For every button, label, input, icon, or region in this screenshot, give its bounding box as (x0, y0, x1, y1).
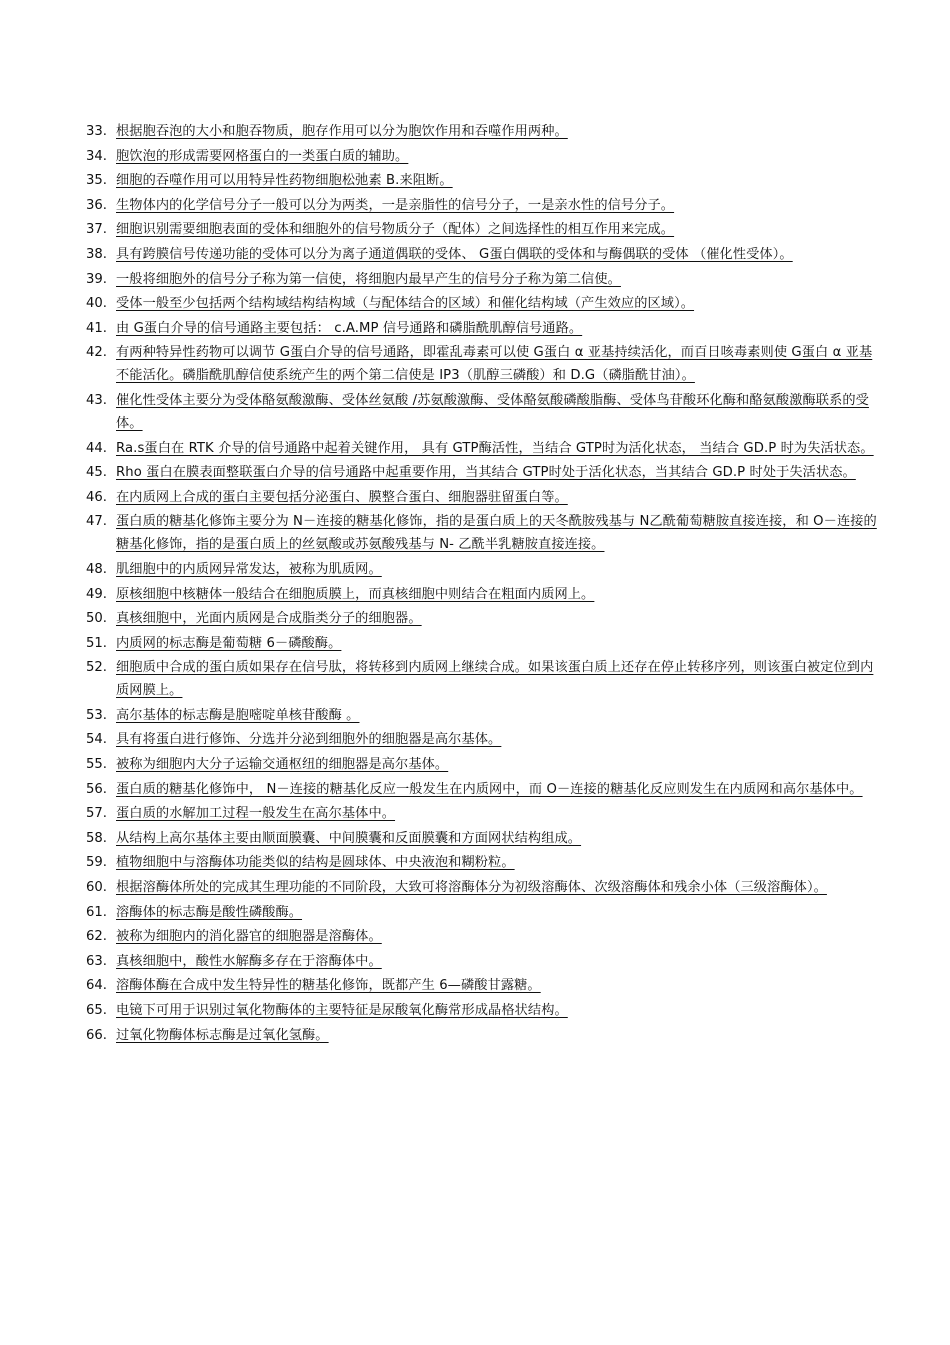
question-item (86, 999, 880, 1022)
question-number: 51. (86, 635, 107, 651)
question-number: 55. (86, 757, 107, 773)
question-number: 40. (86, 296, 107, 312)
question-number: 56. (86, 781, 107, 797)
question-number: 47. (86, 514, 107, 530)
question-number: 36. (86, 197, 107, 213)
question-text: 在内质网上合成的蛋白主要包括分泌蛋白、膜整合蛋白、细胞器驻留蛋白等。 (116, 489, 568, 505)
question-item (86, 169, 880, 192)
question-number: 53. (86, 707, 107, 723)
question-number: 63. (86, 953, 107, 969)
question-item (86, 728, 880, 751)
question-number: 61. (86, 904, 107, 920)
question-item (86, 317, 880, 340)
question-item (86, 583, 880, 606)
question-item (86, 120, 880, 143)
question-number: 33. (86, 124, 107, 139)
question-number: 38. (86, 246, 107, 262)
question-item (86, 851, 880, 874)
question-text: 具有跨膜信号传递功能的受体可以分为离子通道偶联的受体、 G蛋白偶联的受体和与酶偶联的受体 （催化性受体）。 (116, 246, 793, 262)
question-number: 54. (86, 732, 107, 748)
question-number: 65. (86, 1003, 107, 1018)
question-item (86, 656, 880, 702)
question-item (86, 901, 880, 924)
question-number: 57. (86, 806, 107, 822)
question-number: 46. (86, 489, 107, 505)
question-number: 59. (86, 855, 107, 871)
question-number: 49. (86, 586, 107, 602)
question-item (86, 268, 880, 291)
question-item (86, 194, 880, 217)
question-text: 蛋白质的糖基化修饰中， N－连接的糖基化反应一般发生在内质网中，而 O－连接的糖基化反应则发生在内质网和高尔基体中。 (116, 781, 863, 797)
question-text: 过氧化物酶体标志酶是过氧化氢酶。 (116, 1027, 329, 1043)
question-text: 催化性受体主要分为受体酪氨酸激酶、受体丝氨酸 /苏氨酸激酶、受体酪氨酸磷酸脂酶、受体鸟苷酸环化酶和酪氨酸激酶联系的受体。 (116, 392, 869, 431)
question-item (86, 778, 880, 801)
question-item (86, 802, 880, 825)
question-text: 原核细胞中核糖体一般结合在细胞质膜上，而真核细胞中则结合在粗面内质网上。 (116, 586, 595, 602)
question-item (86, 437, 880, 460)
question-item (86, 292, 880, 315)
question-item (86, 704, 880, 727)
question-text: Ra.s蛋白在 RTK 介导的信号通路中起着关键作用， 具有 GTP酶活性，当结合 GTP时为活化状态， 当结合 GD.P 时为失活状态。 (116, 440, 874, 456)
question-number: 60. (86, 880, 107, 896)
question-number: 50. (86, 611, 107, 627)
question-number: 62. (86, 929, 107, 945)
question-number: 52. (86, 660, 107, 676)
question-text: 溶酶体的标志酶是酸性磷酸酶。 (116, 904, 303, 920)
question-text: 具有将蛋白进行修饰、分选并分泌到细胞外的细胞器是高尔基体。 (116, 732, 502, 748)
question-item (86, 925, 880, 948)
question-text: 受体一般至少包括两个结构域结构结构域（与配体结合的区域）和催化结构域（产生效应的区域）。 (116, 296, 695, 312)
question-item (86, 827, 880, 850)
question-text: 肌细胞中的内质网异常发达，被称为肌质网。 (116, 561, 382, 577)
question-text: 细胞的吞噬作用可以用特异性药物细胞松弛素 B.来阻断。 (116, 173, 453, 189)
question-text: 电镜下可用于识别过氧化物酶体的主要特征是尿酸氧化酶常形成晶格状结构。 (116, 1003, 568, 1018)
question-text: 蛋白质的糖基化修饰主要分为 N－连接的糖基化修饰，指的是蛋白质上的天冬酰胺残基与 N乙酰葡萄糖胺直接连接，和 O－连接的糖基化修饰，指的是蛋白质上的丝氨酸或苏氨酸残基与 N- 乙酰半乳糖胺直接连接。 (116, 514, 877, 553)
question-item (86, 1024, 880, 1047)
question-number: 43. (86, 392, 107, 408)
question-number: 42. (86, 345, 107, 361)
question-text: 胞饮泡的形成需要网格蛋白的一类蛋白质的辅助。 (116, 148, 409, 164)
question-text: 被称为细胞内大分子运输交通枢纽的细胞器是高尔基体。 (116, 757, 449, 773)
question-text: 细胞识别需要细胞表面的受体和细胞外的信号物质分子（配体）之间选择性的相互作用来完成。 (116, 222, 675, 238)
question-text: 被称为细胞内的消化器官的细胞器是溶酶体。 (116, 929, 382, 945)
question-number: 35. (86, 173, 107, 189)
question-text: 生物体内的化学信号分子一般可以分为两类，一是亲脂性的信号分子，一是亲水性的信号分子。 (116, 197, 675, 213)
question-item (86, 607, 880, 630)
question-number: 48. (86, 561, 107, 577)
question-item (86, 389, 880, 435)
question-text: 根据溶酶体所处的完成其生理功能的不同阶段，大致可将溶酶体分为初级溶酶体、次级溶酶体和残余小体（三级溶酶体）。 (116, 880, 827, 896)
question-item (86, 341, 880, 387)
question-number: 45. (86, 465, 107, 481)
question-text: 一般将细胞外的信号分子称为第一信使，将细胞内最早产生的信号分子称为第二信使。 (116, 271, 621, 287)
question-item (86, 510, 880, 556)
question-number: 39. (86, 271, 107, 287)
question-text: 有两种特异性药物可以调节 G蛋白介导的信号通路，即霍乱毒素可以使 G蛋白 α 亚基持续活化，而百日咳毒素则使 G蛋白 α 亚基不能活化。磷脂酰肌醇信使系统产生的两个第二信使是 IP3（肌醇三磷酸）和 D.G（磷脂酰甘油）。 (116, 345, 873, 384)
question-text: 由 G蛋白介导的信号通路主要包括： c.A.MP 信号通路和磷脂酰肌醇信号通路。 (116, 320, 583, 336)
question-item (86, 461, 880, 484)
question-item (86, 950, 880, 973)
question-text: 从结构上高尔基体主要由顺面膜囊、中间膜囊和反面膜囊和方面网状结构组成。 (116, 830, 582, 846)
question-number: 37. (86, 222, 107, 238)
question-text: 内质网的标志酶是葡萄糖 6－磷酸酶。 (116, 635, 342, 651)
question-number: 41. (86, 320, 107, 336)
question-number: 58. (86, 830, 107, 846)
question-item (86, 218, 880, 241)
question-item (86, 243, 880, 266)
question-text: 真核细胞中，酸性水解酶多存在于溶酶体中。 (116, 953, 382, 969)
question-number: 44. (86, 440, 107, 456)
question-item (86, 632, 880, 655)
question-text: 细胞质中合成的蛋白质如果存在信号肽，将转移到内质网上继续合成。如果该蛋白质上还存在停止转移序列，则该蛋白被定位到内质网膜上。 (116, 660, 874, 699)
question-item (86, 753, 880, 776)
question-text: 蛋白质的水解加工过程一般发生在高尔基体中。 (116, 806, 396, 822)
question-text: 高尔基体的标志酶是胞嘧啶单核苷酸酶 。 (116, 707, 360, 723)
question-item (86, 876, 880, 899)
question-number: 64. (86, 978, 107, 994)
question-text: 真核细胞中，光面内质网是合成脂类分子的细胞器。 (116, 611, 422, 627)
question-text: 根据胞吞泡的大小和胞吞物质，胞存作用可以分为胞饮作用和吞噬作用两种。 (116, 124, 568, 139)
question-item (86, 558, 880, 581)
question-number: 66. (86, 1027, 107, 1043)
question-text: 植物细胞中与溶酶体功能类似的结构是圆球体、中央液泡和糊粉粒。 (116, 855, 515, 871)
question-item (86, 145, 880, 168)
question-text: 溶酶体酶在合成中发生特异性的糖基化修饰，既都产生 6—磷酸甘露糖。 (116, 978, 541, 994)
question-item (86, 974, 880, 997)
question-number: 34. (86, 148, 107, 164)
question-text: Rho 蛋白在膜表面整联蛋白介导的信号通路中起重要作用，当其结合 GTP时处于活化状态，当其结合 GD.P 时处于失活状态。 (116, 465, 856, 481)
question-item (86, 486, 880, 509)
